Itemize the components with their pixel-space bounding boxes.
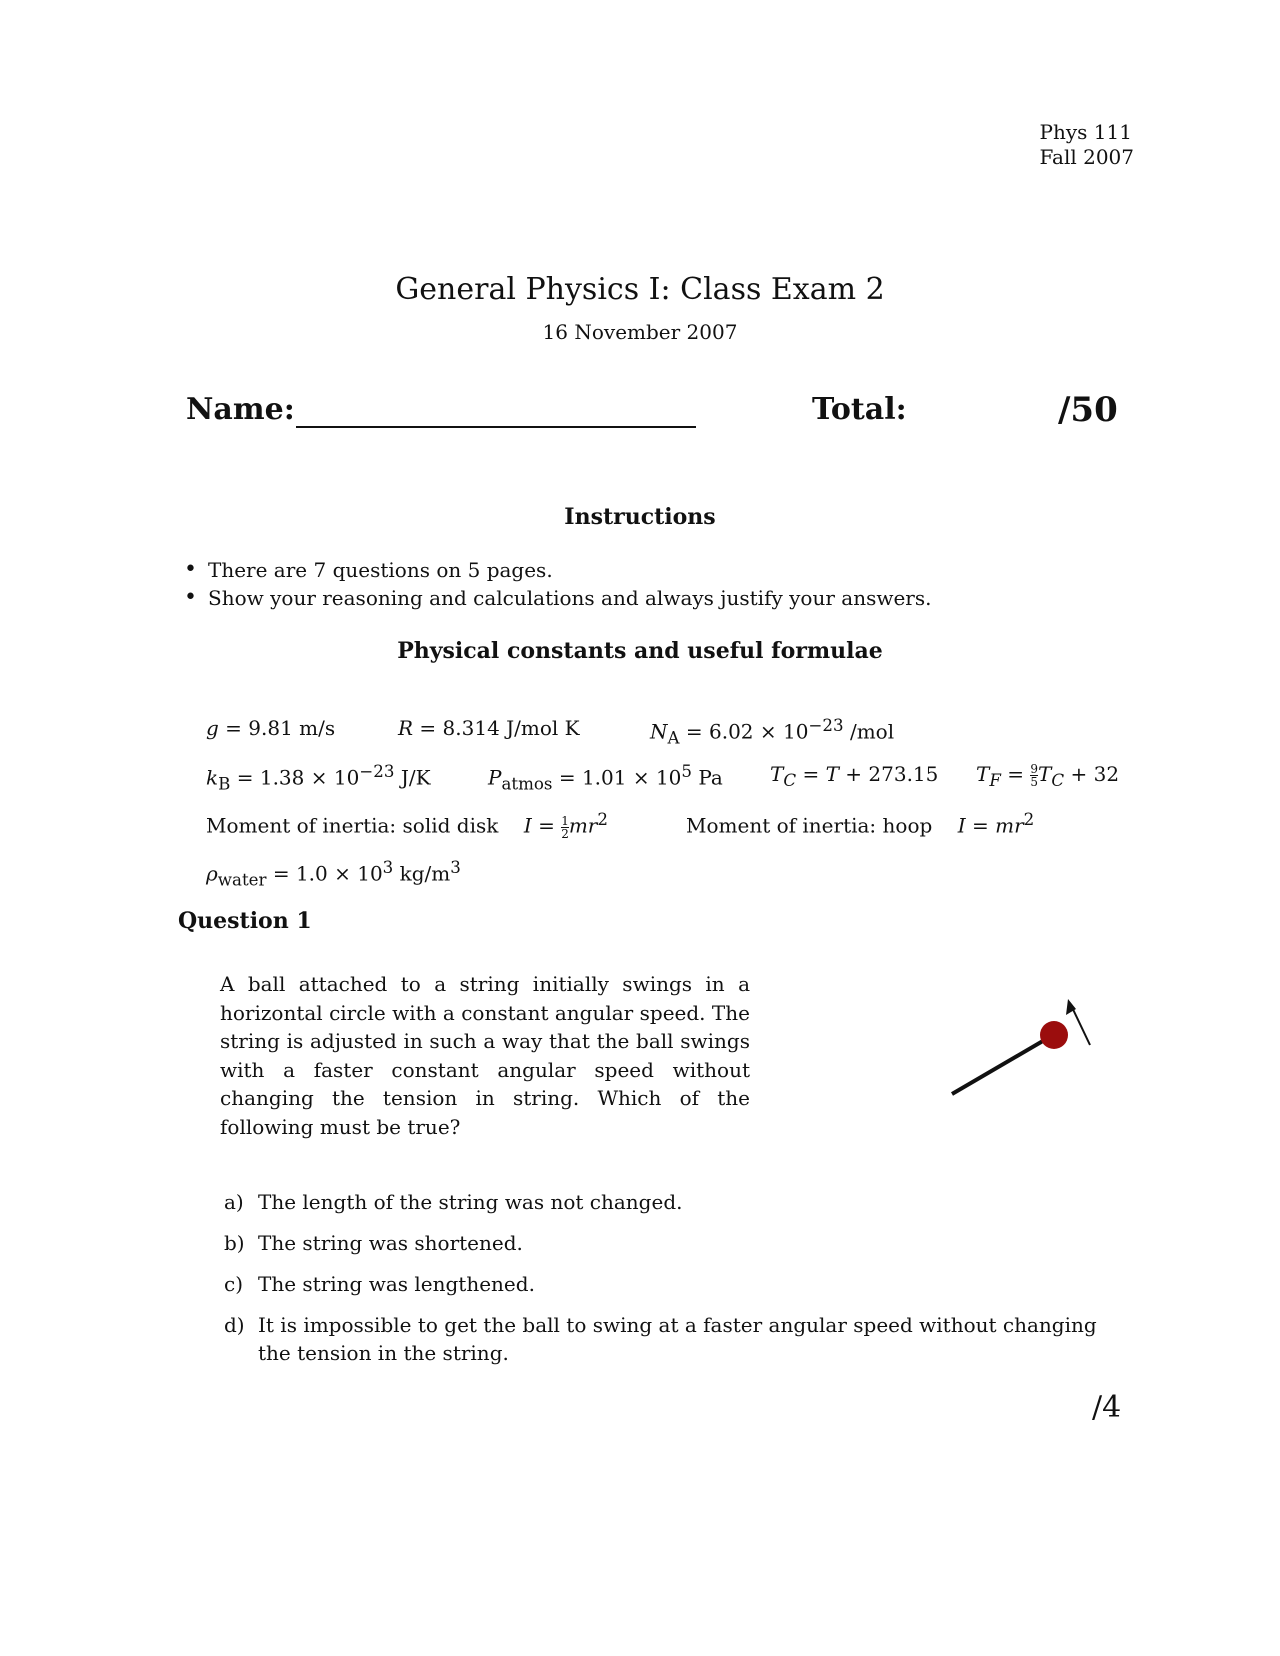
const-disk-label: Moment of inertia: solid disk <box>206 813 499 838</box>
option-label: b) <box>224 1231 245 1255</box>
ball-on-string-diagram <box>940 985 1120 1105</box>
option-text: The string was shortened. <box>258 1231 523 1255</box>
const-disk: Moment of inertia: solid disk I = $\frac{1}{2}$ $mr^2$ <box>206 810 608 841</box>
instructions-list <box>182 556 931 612</box>
course-term: Fall 2007 <box>1039 145 1134 169</box>
instruction-item: • There are 7 questions on 5 pages. <box>182 556 931 584</box>
instruction-item: • Show your reasoning and calculations and always justify your answers. <box>182 584 931 612</box>
option-text: The length of the string was not changed. <box>258 1190 683 1214</box>
option-c[interactable] <box>224 1270 535 1298</box>
const-rho: $\rho_{water} = 1.0 \times 10^3$ $kg/m^3$ <box>206 858 461 890</box>
question-1-text: A ball attached to a string initially swings in a horizontal circle with a constant angular speed. The string is adjusted in such a way that the ball swings with a faster constant angular speed without changing the tension in string. Which of the following must be true? <box>220 972 750 1139</box>
total-max-score: /50 <box>1058 390 1118 430</box>
question-1-heading: Question 1 <box>178 908 312 934</box>
option-text: It is impossible to get the ball to swing at a faster angular speed without changing the tension in the string. <box>258 1313 1097 1365</box>
const-kB: $k_B = 1.38 \times 10^{-23}$ J/K <box>206 762 431 794</box>
course-name: Phys 111 <box>1039 120 1132 144</box>
total-label: Total: <box>812 392 907 427</box>
name-label: Name: <box>186 392 295 427</box>
const-R: R = 8.314 J/mol K <box>398 716 580 740</box>
option-a[interactable] <box>224 1188 682 1216</box>
const-hoop-label: Moment of inertia: hoop <box>686 813 933 838</box>
course-info <box>1040 120 1135 170</box>
const-TC: $T_C = T + 273.15$ <box>770 762 939 790</box>
const-hoop: Moment of inertia: hoop $I = mr^2$ <box>686 810 1035 838</box>
constants-heading: Physical constants and useful formulae <box>397 638 883 664</box>
name-blank-line[interactable] <box>296 426 696 428</box>
exam-title: General Physics I: Class Exam 2 <box>395 272 885 307</box>
option-label: c) <box>224 1272 244 1296</box>
instructions-heading: Instructions <box>564 504 716 530</box>
option-b[interactable] <box>224 1229 523 1257</box>
const-TF: $T_F$ = $\frac{9}{5}$ $T_C + 32$ <box>976 762 1120 790</box>
option-label: a) <box>224 1190 244 1214</box>
string-line <box>952 1038 1048 1094</box>
const-NA: $N_A = 6.02 \times 10^{-23}$ /mol <box>650 716 895 748</box>
const-g: g = 9.81 m/s <box>206 716 336 740</box>
const-Patmos: $P_{atmos} = 1.01 \times 10^5$ Pa <box>488 762 723 794</box>
ball <box>1040 1021 1068 1049</box>
option-d[interactable] <box>224 1311 1134 1367</box>
question-1-score: /4 <box>1092 1390 1122 1425</box>
option-label: d) <box>224 1313 245 1337</box>
exam-date: 16 November 2007 <box>542 320 738 344</box>
option-text: The string was lengthened. <box>258 1272 535 1296</box>
